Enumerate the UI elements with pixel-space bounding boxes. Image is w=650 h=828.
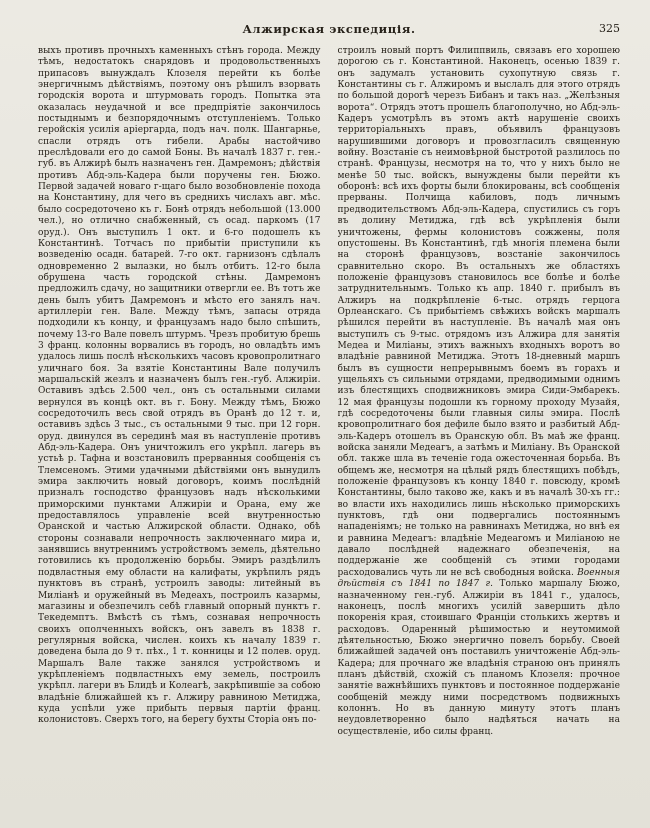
page-header — [38, 22, 620, 38]
right-column-text-part2: Только маршалу Бюжо, назначенному ген.-губ. Алжиріи въ 1841 г., удалось, наконецъ, послѣ многихъ усилій завершить дѣло покоренія края, стоившаго Франціи столькихъ жертвъ и расходовъ. Одаренный рѣшимостью и неутомимой дѣятельностью, Бюжо энергично повелъ борьбу. Своей ближайшей задачей онъ поставилъ уничтоженіе Абд-эль-Кадера; для прочнаго же владѣнія страною онъ принялъ планъ дѣйствій, схожій съ планомъ Клозеля: прочное занятіе важнѣйшихъ пунктовъ и постоянное поддержаніе сообщеній между ними посредствомъ подвижныхъ колоннъ. Но въ данную минуту этотъ планъ неудовлетворенно было надѣяться начать на осуществленіе, ибо силы франц. — [337, 579, 620, 737]
text-columns — [38, 46, 620, 814]
left-column-text: выхъ противъ прочныхъ каменныхъ стѣнъ города. Между тѣмъ, недостатокъ снарядовъ и продовольственныхъ припасовъ вынуждалъ Клозеля перейти къ болѣе энергичнымъ дѣйствіямъ, поэтому онъ рѣшилъ взорвать городскія ворота и штурмовать городъ. Попытка эта оказалась неудачной и все предпріятіе закончилось постыднымъ и безпорядочнымъ отступленіемъ. Только геройскія усилія аріергарда, подъ нач. полк. Шангарнье, спасли отрядъ отъ гибели. Арабы настойчиво преслѣдовали его до самой Боны. Въ началѣ 1837 г. ген.-губ. въ Алжирѣ былъ назначенъ ген. Дамремонъ; дѣйствія противъ Абд-эль-Кадера были поручены ген. Бюжо. Первой задачей новаго г-щаго было возобновленіе похода на Константину, для чего въ среднихъ числахъ авг. мѣс. было сосредоточено къ г. Бонѣ отрядъ небольшой (13.000 чел.), но отлично снабженный, съ осад. паркомъ (17 оруд.). Онъ выступилъ 1 окт. и 6-го подошелъ къ Константинѣ. Тотчасъ по прибытіи приступили къ возведенію осадн. батарей. 7-го окт. гарнизонъ сдѣлалъ одновременно 2 вылазки, но былъ отбитъ. 12-го была обрушена часть городской стѣны. Дамремонъ предложилъ сдачу, но защитники отвергли ее. Въ тотъ же день былъ убитъ Дамремонъ и мѣсто его занялъ нач. артиллеріи ген. Вале. Между тѣмъ, запасы отряда подходили къ концу, и французамъ надо было спѣшить, почему 13-го Вале повелъ штурмъ. Чрезъ пробитую брешь 3 франц. колонны ворвались въ городъ, но овладѣть имъ удалось лишь послѣ нѣсколькихъ часовъ кровопролитнаго уличнаго боя. За взятіе Константины Вале получилъ маршальскій жезлъ и назначенъ былъ ген.-губ. Алжиріи. Оставивъ здѣсь 2.500 чел., онъ съ остальными силами вернулся въ концѣ окт. въ г. Бону. Между тѣмъ, Бюжо сосредоточилъ весь свой отрядъ въ Оранѣ до 12 т. и, оставивъ здѣсь 3 тыс., съ остальными 9 тыс. при 12 горн. оруд. двинулся въ серединѣ мая въ наступленіе противъ Абд-эль-Кадера. Онъ уничтожилъ его укрѣпл. лагерь въ устьѣ р. Тафна и возстановилъ прерванныя сообщенія съ Тлемсеномъ. Этими удачными дѣйствіями онъ вынудилъ эмира заключить новый договоръ, коимъ послѣдній призналъ господство французовъ надъ нѣсколькими приморскими пунктами Алжиріи и Орана, ему же предоставлялось управленіе всей внутренностью Оранской и частью Алжирской области. Однако, обѣ стороны сознавали непрочность заключеннаго мира и, занявшись внутреннимъ устройствомъ земель, дѣятельно готовились къ продолженію борьбы. Эмиръ раздѣлилъ подвластныя ему области на калифаты, укрѣпилъ рядъ пунктовъ въ странѣ, устроилъ заводы: литейный въ Миліанѣ и оружейный въ Медеахъ, построилъ казармы, магазины и обезпечилъ себѣ главный опорный пунктъ г. Текедемптъ. Вмѣстѣ съ тѣмъ, сознавая непрочность своихъ ополченныхъ войскъ, онъ завелъ въ 1838 г. регулярныя войска, числен. коихъ къ началу 1839 г. доведена была до 9 т. пѣх., 1 т. конницы и 12 полев. оруд. Маршалъ Вале также занялся устройствомъ и укрѣпленіемъ подвластныхъ ему земель, построилъ укрѣпл. лагери въ Блидѣ и Колеагѣ, закрѣпившіе за собою владѣніе ближайшей къ г. Алжиру равниною Метиджа, куда успѣли уже прибыть первыя партіи франц. колонистовъ. Сверхъ того, на берегу бухты Сторіа онъ по- — [38, 46, 321, 726]
text-column-left — [38, 46, 321, 814]
right-column-text-part1: строилъ новый портъ Филиппвиль, связавъ его хорошею дорогою съ г. Константиной. Наконецъ, осенью 1839 г. онъ задумалъ установить сухопутную связь г. Константины съ г. Алжиромъ и выслалъ для этого отрядъ по большой дорогѣ черезъ Бибанъ и такъ наз. „Желѣзныя ворота“. Отрядъ этотъ прошелъ благополучно, но Абд-эль-Кадеръ усмотрѣлъ въ этомъ актѣ нарушеніе своихъ территоріальныхъ правъ, объявилъ французовъ нарушившими договоръ и провозгласилъ священную войну. Возстаніе съ неимовѣрной быстротой разлилось по странѣ. Французы, несмотря на то, что у нихъ было не менѣе 50 тыс. войскъ, вынуждены были перейти къ оборонѣ: всѣ ихъ форты были блокированы, всѣ сообщенія прерваны. Полчища кабиловъ, подъ личнымъ предводительствомъ Абд-эль-Кадера, спустились съ горъ въ долину Метиджа, гдѣ всѣ укрѣпленія были уничтожены, фермы колонистовъ сожжены, поля опустошены. Въ Константинѣ, гдѣ многія племена были на сторонѣ французовъ, возстаніе закончилось сравнительно скоро. Въ остальныхъ же областяхъ положеніе французовъ становилось все болѣе и болѣе затруднительнымъ. Только къ апр. 1840 г. прибылъ въ Алжиръ на подкрѣпленіе 6-тыс. отрядъ герцога Орлеанскаго. Съ прибытіемъ свѣжихъ войскъ маршалъ рѣшился перейти въ наступленіе. Въ началѣ мая онъ выступилъ съ 9-тыс. отрядомъ изъ Алжира для занятія Медеа и Миліаны, этихъ важныхъ входныхъ воротъ во владѣніе равниной Метиджа. Этотъ 18-дневный маршъ былъ въ сущности непрерывнымъ боемъ въ горахъ и ущельяхъ съ сильными отрядами, предводимыми однимъ изъ блестящихъ сподвижниковъ эмира Сиди-Эмбарекъ. 12 мая французы подошли къ горному проходу Музайя, гдѣ сосредоточены были главныя силы эмира. Послѣ кровопролитнаго боя дефиле было взято и разбитый Абд-эль-Кадеръ отошелъ въ Оранскую обл. Въ маѣ же франц. войска заняли Медеагъ, а затѣмъ и Миліану. Въ Оранской обл. также шла въ теченіе года ожесточенная борьба. Въ общемъ же, несмотря на цѣлый рядъ блестящихъ побѣдъ, положеніе французовъ къ концу 1840 г. повсюду, кромѣ Константины, было таково же, какъ и въ началѣ 30-хъ гг.: во власти ихъ находились лишь нѣсколько приморскихъ пунктовъ, гдѣ они подвергались постояннымъ нападеніямъ; не только на равнинахъ Метиджа, но внѣ ея и равнина Медеагъ: владѣніе Медеагомъ и Миліаною не давало послѣдней надежнаго обезпеченія, на поддержаніе же сообщеній съ этими городами расходовались чуть ли не всѣ свободныя войска. — [337, 46, 620, 578]
page-number: 325 — [599, 22, 620, 35]
text-column-right — [338, 46, 621, 814]
inline-section-heading: Военныя дѣйствія съ 1841 по 1847 г. — [337, 567, 620, 590]
page-title: Алжирская экспедиція. — [242, 22, 416, 36]
